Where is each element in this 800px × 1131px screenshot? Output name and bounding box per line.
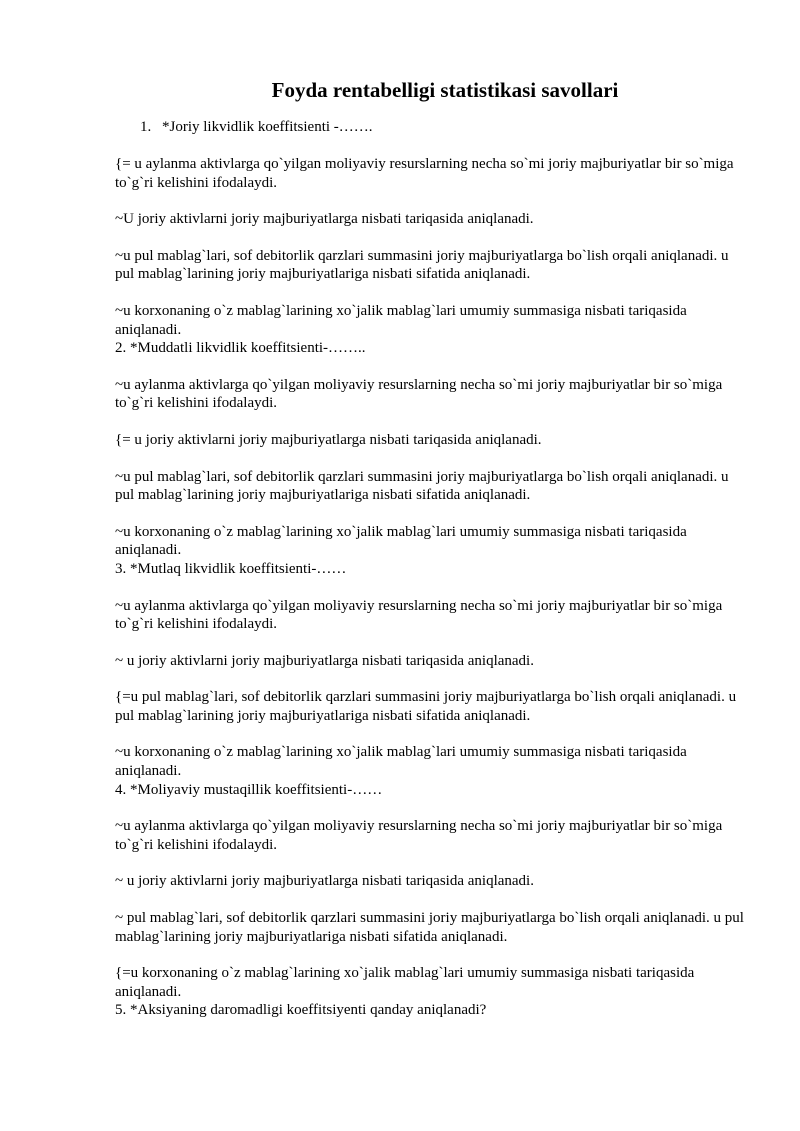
question-5: 5. *Aksiyaning daromadligi koeffitsiyenti qanday aniqlanadi? [115,1002,487,1019]
question-3-answer-2: ~ u joriy aktivlarni joriy majburiyatlarga nisbati tariqasida aniqlanadi. [115,652,534,669]
question-2-answer-2: {= u joriy aktivlarni joriy majburiyatlarga nisbati tariqasida aniqlanadi. [115,431,542,448]
question-1-answer-1: {= u aylanma aktivlarga qo`yilgan moliyaviy resurslarning necha so`mi joriy majburiyatlar bir so`miga to`g`ri kelishini ifodalaydi. [115,156,734,191]
question-1-number: 1. [140,119,152,135]
question-4-answer-1: ~u aylanma aktivlarga qo`yilgan moliyaviy resurslarning necha so`mi joriy majburiyatlar bir so`miga to`g`ri kelishini ifodalaydi. [115,818,723,853]
question-3: 3. *Mutlaq likvidlik koeffitsienti-…… [115,560,347,577]
question-3-answer-3: {=u pul mablag`lari, sof debitorlik qarzlari summasini joriy majburiyatlarga bo`lish orqali aniqlanadi. u pul mablag`larining joriy majburiyatlariga nisbati sifatida aniqlanadi. [115,689,737,724]
question-4-answer-4: {=u korxonaning o`z mablag`larining xo`jalik mablag`lari umumiy summasiga nisbati tariqasida aniqlanadi. [115,965,695,1000]
question-4-answer-3: ~ pul mablag`lari, sof debitorlik qarzlari summasini joriy majburiyatlarga bo`lish orqali aniqlanadi. u pul mablag`larining joriy majburiyatlariga nisbati sifatida aniqlanadi. [115,910,744,945]
question-2-answer-1: ~u aylanma aktivlarga qo`yilgan moliyaviy resurslarning necha so`mi joriy majburiyatlar bir so`miga to`g`ri kelishini ifodalaydi. [115,376,723,412]
question-4-answer-2: ~ u joriy aktivlarni joriy majburiyatlarga nisbati tariqasida aniqlanadi. [115,873,534,890]
question-3-answer-1: ~u aylanma aktivlarga qo`yilgan moliyaviy resurslarning necha so`mi joriy majburiyatlar bir so`miga to`g`ri kelishini ifodalaydi. [115,597,723,633]
question-1-answer-4: ~u korxonaning o`z mablag`larining xo`jalik mablag`lari umumiy summasiga nisbati tariqasida aniqlanadi. [115,302,687,338]
document-title: Foyda rentabelligi statistikasi savollari [271,78,619,102]
question-2: 2. *Muddatli likvidlik koeffitsienti-…….. [115,340,366,357]
question-4: 4. *Moliyaviy mustaqillik koeffitsienti-…… [115,781,383,798]
question-2-answer-4: ~u korxonaning o`z mablag`larining xo`jalik mablag`lari umumiy summasiga nisbati tariqasida aniqlanadi. [115,523,687,559]
document-page [115,76,745,1020]
question-1-answer-3: ~u pul mablag`lari, sof debitorlik qarzlari summasini joriy majburiyatlarga bo`lish orqali aniqlanadi. u pul mablag`larining joriy majburiyatlariga nisbati sifatida aniqlanadi. [115,247,729,283]
question-2-answer-3: ~u pul mablag`lari, sof debitorlik qarzlari summasini joriy majburiyatlarga bo`lish orqali aniqlanadi. u pul mablag`larining joriy majburiyatlariga nisbati sifatida aniqlanadi. [115,468,729,504]
question-1 [140,118,745,137]
question-3-answer-4: ~u korxonaning o`z mablag`larining xo`jalik mablag`lari umumiy summasiga nisbati tariqasida aniqlanadi. [115,744,687,780]
question-1-answer-2: ~U joriy aktivlarni joriy majburiyatlarga nisbati tariqasida aniqlanadi. [115,211,534,228]
question-1-text: *Joriy likvidlik koeffitsienti -……. [162,119,373,135]
